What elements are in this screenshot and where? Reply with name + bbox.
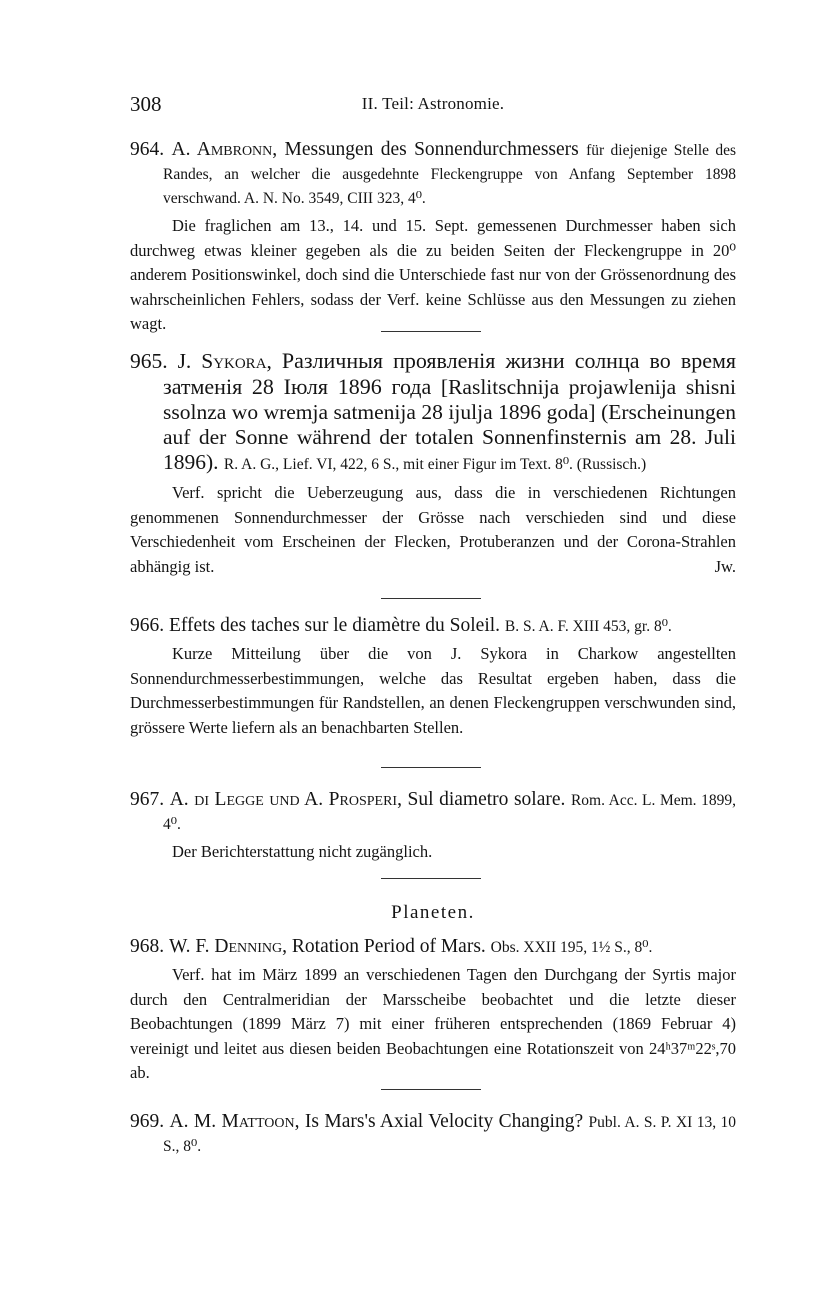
separator-rule [381,878,481,879]
section-heading: Planeten. [391,902,475,923]
entry-number: 968. [130,936,165,957]
entry-body: Der Berichterstattung nicht zugänglich. [172,842,433,861]
entry-heading [130,1110,736,1158]
entry-title: Messungen des Sonnendurchmessers [284,139,579,160]
entry-author: A. M. Mattoon, [169,1111,300,1132]
entry-title: Rotation Period of Mars. [291,936,486,957]
entry-author: J. Sykora, [177,349,272,373]
entry-number: 967. [130,789,165,810]
entry-author: A. di Legge und A. Prosperi, [169,789,402,810]
entry-965 [130,348,736,579]
separator-rule [381,331,481,332]
entry-body-text: Verf. spricht die Ueberzeugung aus, dass die in verschiedenen Richtungen genommenen Sonnendurchmesser der Grösse nach verschieden sind und diese Verschiedenheit vom Erscheinen der Flecken, Protuberanzen und der Corona-Strahlen abhängig ist. [130,483,736,576]
entry-details: Obs. XXII 195, 1½ S., 8⁰. [490,939,653,956]
entry-number: 966. [130,615,165,636]
entry-author: W. F. Denning, [169,936,288,957]
entry-title-transliteration: [Raslitschnija projawlenija shisni ssolnza wo wremja satmenija 28 ijulja 1896 goda] (Erscheinungen auf der Sonne während der totalen Sonnenfinsternis am 28. Juli 1896). [163,375,737,474]
entry-author: A. Ambronn, [171,139,278,160]
entry-body [130,481,736,579]
running-head [130,92,736,120]
entry-details: B. S. A. F. XIII 453, gr. 8⁰. [504,618,672,635]
entry-heading [130,138,736,210]
separator-rule [381,598,481,599]
entry-title: Sul diametro solare. [407,789,566,810]
entry-number: 964. [130,139,165,160]
entry-details: R. A. G., Lief. VI, 422, 6 S., mit einer Figur im Text. 8⁰. (Russisch.) [223,456,647,473]
separator-rule [381,1089,481,1090]
separator-rule [381,767,481,768]
entry-heading [130,935,736,959]
entry-number: 969. [130,1111,165,1132]
entry-number: 965. [130,349,168,373]
entry-heading [130,348,736,477]
reviewer-initials: Jw. [714,556,736,576]
entry-body: Verf. hat im März 1899 an verschiedenen Tagen den Durchgang der Syrtis major durch den Centralmeridian der Marsscheibe beobachtet und die letzte dieser Beobachtungen (1899 März 7) mit einer früheren entsprechenden (1869 Februar 4) vereinigt und leitet aus diesen beiden Beobachtungen eine Rotationszeit von 24ʰ37ᵐ22ˢ,70 ab. [130,965,736,1082]
entry-964 [130,138,736,337]
entry-966 [130,614,736,740]
entry-body: Die fraglichen am 13., 14. und 15. Sept. gemessenen Durchmesser haben sich durchweg etwas kleiner gegeben als die zu beiden Seiten der Fleckengruppe in 20⁰ anderem Positionswinkel, doch sind die Unterschiede fast nur von der Grössenordnung des wahrscheinlichen Fehlers, sodass der Verf. keine Schlüsse aus den Messungen zu ziehen wagt. [130,216,736,333]
entry-title-cyrillic: Различныя проявленія жизни солнца во время затменія 28 Іюля 1896 года [163,348,737,399]
entry-heading [130,614,736,638]
entry-details: Rom. Acc. L. Mem. 1899, 4⁰. [163,792,736,833]
page-number: 308 [130,92,162,116]
entry-details: für diejenige Stelle des Randes, an welcher die ausgedehnte Fleckengruppe von Anfang September 1898 verschwand. A. N. No. 3549, CIII 323, 4⁰. [163,142,737,207]
entry-969 [130,1110,736,1158]
entry-967 [130,788,736,865]
entry-title: Effets des taches sur le diamètre du Soleil. [169,615,501,636]
entry-heading [130,788,736,836]
entry-body: Kurze Mitteilung über die von J. Sykora in Charkow angestellten Sonnendurchmesserbestimmungen, welche das Resultat ergeben haben, dass die Durchmesserbestimmungen für Randstellen, an denen Fleckengruppen verschwunden sind, grössere Werte liefern als an benachbarten Stellen. [130,644,736,737]
entry-details: Publ. A. S. P. XI 13, 10 S., 8⁰. [163,1114,736,1155]
running-title: II. Teil: Astronomie. [361,94,505,113]
entry-968 [130,935,736,1086]
entry-title: Is Mars's Axial Velocity Changing? [304,1111,584,1132]
